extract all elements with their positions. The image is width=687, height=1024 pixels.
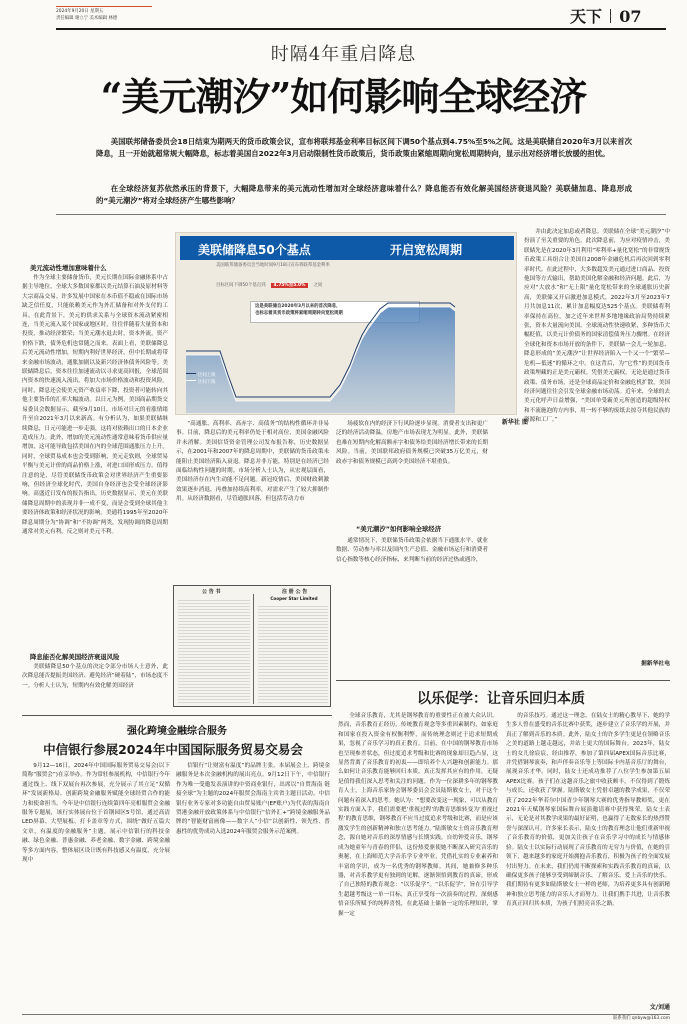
notice-caption: Cooper Star Limited — [270, 596, 318, 601]
article-a-col1-body: 作为全球主要储备货币，美元长期在国际金融体系中占据主导地位，全球大多数国家都以美元结算石油及原材料等大宗商品交易。许多发展中国家在本币值不稳或在国际市场缺乏信任度，只能依赖美元作为外汇储备和对外支付的工具。在此背景下，美元的供求关系与全球资本流动紧密相连，当美元流入某个国家或地区时，往往伴随着大量资本和投资，推动经济繁荣；当美元潮水退去时，资本外流，资产价格下跌，债务危机也常随之而来。表面上看，美联储降息后美元流动性增加，短期内利好世界经济，但中长期或将带来金融市场波动，通胀加剧以及新兴经济体债务风险等。美联储降息后，资本往往加速流动以寻求更高回报，全球范围内资本的快速流入流出，将加大市场价格波动和投资风险。同时，降息还会使美元资产收益率下降，投资者可能转向其他主要货币的汇率大幅波动。以日元为例，美国商品期货交易委员会数据显示，截至9月10日，市场对日元的看涨情绪升至自2021年3月以来新高。有分析认为，如果美联储继续降息，日元可能进一步走强，这将对依赖出口的日本企业造成压力。此外，增加的美元流动性通常意味着货币供应量增加，这可能导致包括美国在内的全球范围通胀压力上升。同时，全球贸易成本也会受到影响，美元走软则，全球贸易平衡与美元计价的商品价格上涨，对进口国形成压力。值得注意的是，尽管美联储货币政策会对世界经济产生重要影响，但经济全球化时代，美国自身经济也会受全球经济影响。高盛近日发布的报告指出，历史数据显示，美元在美联储降息周期中的表现并非一成不变，而是会受到全球其他主要经济体政策和经济状况的影响。美通将1995年至2020年降息周期分为“协调”和“不协调”两类，发现协调的降息周期通常对美元有利，反之则对美元不利。 — [22, 275, 168, 535]
lead-separator — [56, 214, 666, 215]
article-b-headline: 以乐促学：让音乐回归本质 — [417, 691, 585, 707]
legend-lower-label: 区间下限 — [198, 379, 216, 385]
article-b-col2: 的音乐技巧。通过这一理念，在陆女士的精心教导下，她的学生多人曾在盛受的音乐比赛中获奖，逐步建立了音乐学的开展，并真正了解到音乐的本质。此外，陆女士的许多学生更是在领略音乐之美的道路上越走越远，并站上更大的国际舞台。2023年，陆女士的女儿徐宸宸，经由推荐，参加了第四届APEX国际音乐比赛，并凭借钢琴演奏，和声伴奏音乐等上等国际卡内基音乐厅的舞台，展现音乐才华。同时，陆女士还成功推荐了八位学生参加第五届APEX比赛。孩子们在这趟音乐之旅中收获颇丰，不仅得到了锻炼与成长，还收获了掌握。陆斯敏女士凭借卓越的教学成果，不仅荣获了2022年华若尔中国青少年钢琴大赛的优秀指导教师奖，更在2021年天赋钢琴家国际舞台展演邀请赛中获得殊荣。陆女士表示，无论是对其教学成果的最好证明，也赢得了无数家长的热烈赞誉与深深认可。许多家长表示，陆女士的教育理念让他们重新审视了音乐教育的价值，更加关注孩子在音乐学习中的成长与情感体验。陆女士以实际行动展现了音乐教育的无穷力与价值，在她的引领下，越来越多的家庭开始拥抱音乐教育，积极为孩子的全面发展付出努力。在未来，我们仍需不断探索和实践音乐教育的真谛，以确保更多孩子能够享受到缔制音乐、了解音乐、爱上音乐的快乐。我们期待有更多如陆斯敏女士一样的老师，为培养更多具有创新精神和独立思考能力的音乐人才而努力。让我们携手共进，让音乐教育真正回归其本质，为孩子们照亮音乐之路。 — [506, 713, 670, 908]
section-divider — [610, 9, 611, 23]
section-name: 天下 — [570, 7, 603, 26]
article-a-col3-body: 场疲软在内的经济下行风险逐步显现。消费者支出和更广泛的经济活动降温，房地产市场表现尤为明显。此外，美联储也难在短期内化解高额赤字和债务给美国经济增长带来的长期风险。当前，美国联邦政府债务规模已突破35万亿美元，财政赤字和债务规模已高到令美国经济不堪重负。 — [336, 421, 488, 465]
infographic-note-row — [216, 271, 516, 288]
article-c-top-rule — [22, 715, 332, 716]
notice-right-text — [258, 604, 328, 704]
article-c-kicker: 强化跨境金融综合服务 — [127, 726, 227, 737]
article-a-heading-1: 美元流动性增加意味着什么 — [30, 264, 107, 272]
article-a-col2-body: “高通胀、高利率、高赤字、高债务”的结构性循环并非易事。目前，降息后的美元利率仍处于相对高位，美国金融风险并未消解。美国信贷资金管理公司发布报告称，历史数据显示，在2001年和2007年的降息周期中，美联储的货币政策未能阻止美国经济陷入衰退。降息并非万能，特别是在经济已经面临结构性问题的时期。市场分析人士认为，从宏观层面看，美国经济存在内生动能不足问题。新冠疫情后，美国财政刺激效果逐步消退，再叠加持续高利率，对需求产生了较大抑制作用。从经济数据看，尽管通胀回落，但包括劳动力市 — [176, 421, 329, 503]
article-c-headline: 中信银行参展2024年中国国际服务贸易交易会 — [43, 742, 303, 757]
infographic-callout-line-1: 这是美联储自2020年3月以来的首次降息， — [255, 304, 341, 309]
masthead-top-rule — [56, 6, 152, 7]
rate-chart — [180, 289, 514, 413]
lead-paragraph-1: 美国联邦储备委员会18日结束为期两天的货币政策会议，宣布将联邦基金利率目标区间下调50个基点到4.75%至5%之间。这是美联储自2020年3月以来首次降息，且一开始就超常规大幅降息，标志着美国自2022年3月启动限制性货币政策后，货币政策由紧缩周期向宽松周期转向，显示出对经济增长放缓的担忧。 — [96, 137, 632, 158]
infographic-callout-line-2: 也标志着其货币政策将紧缩周期转向宽松周期 — [255, 310, 343, 316]
article-c-col2: 信银行“让财富有温度”的品牌主张。本届展会上，跨境金融服务是本次金融机构的展出亮点。9月12日下午，中信银行作为唯一受邀发表演讲的中资商业银行，出席以“自贸海南 链接全球”为主题的2024年服贸会海南主宾省主题日活动。中信银行业务专家对多功能自由贸易账户(EF账户)为代表的海南自贸港金融开放政策体系与中信银行“信外汇+”跨境金融服务品牌的“智能财富画像——数字人”小信”以创新性、领先性、普惠性的优势成功入选2024年服贸会服务示范案例。 — [176, 763, 330, 835]
footer-rule — [22, 1014, 670, 1015]
article-b-col1: 全球音乐教育，尤其是钢琴教育的重要性正在被大众认识。然而，音乐教育正经历，传统教育观念等多重因素制约，如家庭和国家在投入资金有权衡利弊，而传统理念则过于追求短期成果，忽视了音乐学习的真正教育。目前，在中国的钢琴教育市场也呈现参差状态，但过度追求考级和比赛的现象却日趋凸显，这显然背离了音乐教育的初衷——即培养个人兴趣和创新能力。那么如何让音乐教育能够回归本质，真正发挥其应有的作用，无疑是值得我们深入思考和关注的问题。作为一位深耕多年的钢琴教育人士，上海音乐家协会钢琴委员会会员陆斯敏女士，对于这个问题有着深入的思考。她认为：“想要改变这一现象，可以从教育实践方面入手，我们需要把‘重视过程’的教育思维转变为‘重视过程’的教育思维，钢琴教育不应当过度追求考级和比赛，而是应该激发学生的创新精神和独立思考能力。”陆斯敏女士的音乐教育理念，源自她对音乐的深厚情感与长期实践。自幼钟爱音乐，钢琴成为她童年与青春的伴侣，这份热爱驱使她不断深入研究音乐的奥秘，在上海师范大学音乐学专业毕业，凭借扎实的专业素养和丰富的学识，成为一名优秀的钢琴教师。其间，她兼修多种乐器，对音乐教学更有独到的见解，逐渐领悟到教育的真谛，形成了自己独特的教育观念：“以乐促学”。“以乐促学”，旨在引导学生超越考级这一单一目标，真正享受每一次演奏的过程，深刻感悟音乐所赋予的纯粹喜悦，在此基础上储备一定的乐理知识，掌握一定 — [338, 713, 498, 917]
notice-header-left: 公 告 书 — [202, 589, 221, 595]
article-b-byline: 文/刘通 — [649, 1004, 670, 1011]
headline-kicker: 时隔4年重启降息 — [270, 44, 417, 65]
article-b-top-rule — [336, 680, 670, 681]
footer-contact: 联系我们 qnbyw@163.com — [612, 1016, 670, 1021]
article-a-byline: 据新华社电 — [641, 661, 670, 667]
infographic — [175, 232, 517, 415]
infographic-note-2: 目标区间下调50个基点到 — [216, 283, 266, 288]
lead-paragraph-2: 在全球经济复苏依然承压的背景下，大幅降息带来的美元流动性增加对全球经济意味着什么？降息能否有效化解美国经济衰退风险？美联储加息、降息形成的“美元潮汐”将对全球经济产生哪些影响？ — [96, 184, 632, 205]
infographic-credit: 新华社 图 — [501, 419, 528, 426]
notice-ad — [173, 585, 331, 707]
article-a-col3-tail: 通常情况下，美联储货币政策会依据当下通胀水平、就业数据、劳动参与率以及国内生产总值、金融市场运行和消费者信心指数等核心经济指标，来判断当前的经济过热或遇冷， — [336, 538, 488, 563]
section-title — [570, 4, 650, 26]
legend-upper-swatch — [186, 373, 196, 374]
chart-legend — [186, 373, 276, 386]
headline-main: “美元潮汐”如何影响全球经济 — [100, 74, 587, 119]
legend-upper — [186, 373, 276, 380]
page-number: 07 — [619, 7, 642, 26]
infographic-note-3: 之间 — [313, 283, 323, 288]
legend-upper-label: 区间上限 — [198, 373, 216, 378]
article-a-col1-tail: 美联储降息50个基点的决定令部分市场人士意外，此次降息能否提振美国经济、避免经济“硬着陆”，市场态度不一。分析人士认为，短期内有效化解美国经济 — [22, 664, 168, 689]
infographic-title-bar — [180, 236, 514, 260]
article-a-heading-3: “美元潮汐”如何影响全球经济 — [356, 525, 442, 533]
infographic-title-right: 开启宽松周期 — [390, 243, 463, 257]
masthead-rule — [56, 28, 666, 30]
infographic-note-1: 美国联邦储备委员会当地时间9月18日宣布将联邦基金利率 — [216, 263, 330, 268]
article-a-col4-body: 并由此决定加息或者降息。美联储在全球“美元潮汐”中扮演了至关重要的角色。此次降息前，为应对疫情冲击，美联储先是在2020年3月利用“零利率+量化宽松”的非常规货币政策工具组合让美国自2008年金融危机后再次回到零利率时代。在此过程中，大多数超发美元通过进口商品、投资他国等方式输出，帮助美国化解金融和经济问题。此后，为应对“大放水”和“无上限”量化宽松带来的全球通胀历史新高，美联储又开启激进加息模式，2022年3月至2023年7月共加息11次，累计加息幅度达525个基点。美联储将利率保持在高位，加之近年来世界多地地缘政治局势持续紧张，资本大量流向美国，全球流动性快速收紧，多种货币大幅贬值，以美元计价债务的国家清偿债务压力骤增。在经济全球化和资本市场开放的条件下，美联储一会儿一轮加息、降息形成的“美元潮汐”让世界经济陷入一个又一个“繁荣—危机—低迷”的循环之中。在这背后，为“它性”的美国货币政策埋藏的正是美元霸权。凭借美元霸权，无论是通过货币政策、债务市场，还是全球商品定价和金融危机扩散，美国经济问题往往会引发全球金融市场动荡。近年来，全球的去美元化呼声日益增强，“美国单受霸美元所创造的超级特权和不流施泡的方内事，用一转不够的废纸去掠夺其他民族的资源和工厂。” — [524, 229, 670, 424]
legend-lower — [186, 380, 276, 387]
legend-lower-swatch — [186, 380, 196, 381]
notice-header-right: 注 册 公 告 — [282, 589, 308, 595]
notice-left-text — [178, 598, 250, 704]
infographic-title-left: 美联储降息50个基点 — [198, 243, 311, 257]
infographic-rate-box: 4.75%至5.0% — [271, 283, 309, 288]
masthead-editors: 责任编辑 谢立宁 美术编辑 林德 — [56, 16, 118, 21]
article-a-heading-2: 降息能否化解美国经济衰退风险 — [30, 653, 120, 661]
masthead-date: 2024年9月20日 星期五 — [56, 9, 104, 14]
article-c-col1: 9月12—16日，2024年中国国际服务贸易交易会(以下简称“服贸会”)在京举办。作为常驻参展机构，中信银行今年通过线上、线下双展台再次参展，充分展示了其立足“双循环”发展新格局、创新跨境金融服务赋能全球经贸合作的能力和使命担当。今年是中信银行连续第四年亮相服贸会金融服务专题展，该行实体展台位于首钢园区5号馆，通过高清LED屏幕、大型展板、打卡盖章等方式，围绕“做好五篇大文章，有温度的金融服务”主题，展示中信银行的科技金融、绿色金融、普惠金融、养老金融、数字金融、跨境金融等多方面内容，整体展区设计既有科技感又有温度，充分展现中 — [22, 763, 170, 864]
notice-divider — [253, 594, 254, 704]
